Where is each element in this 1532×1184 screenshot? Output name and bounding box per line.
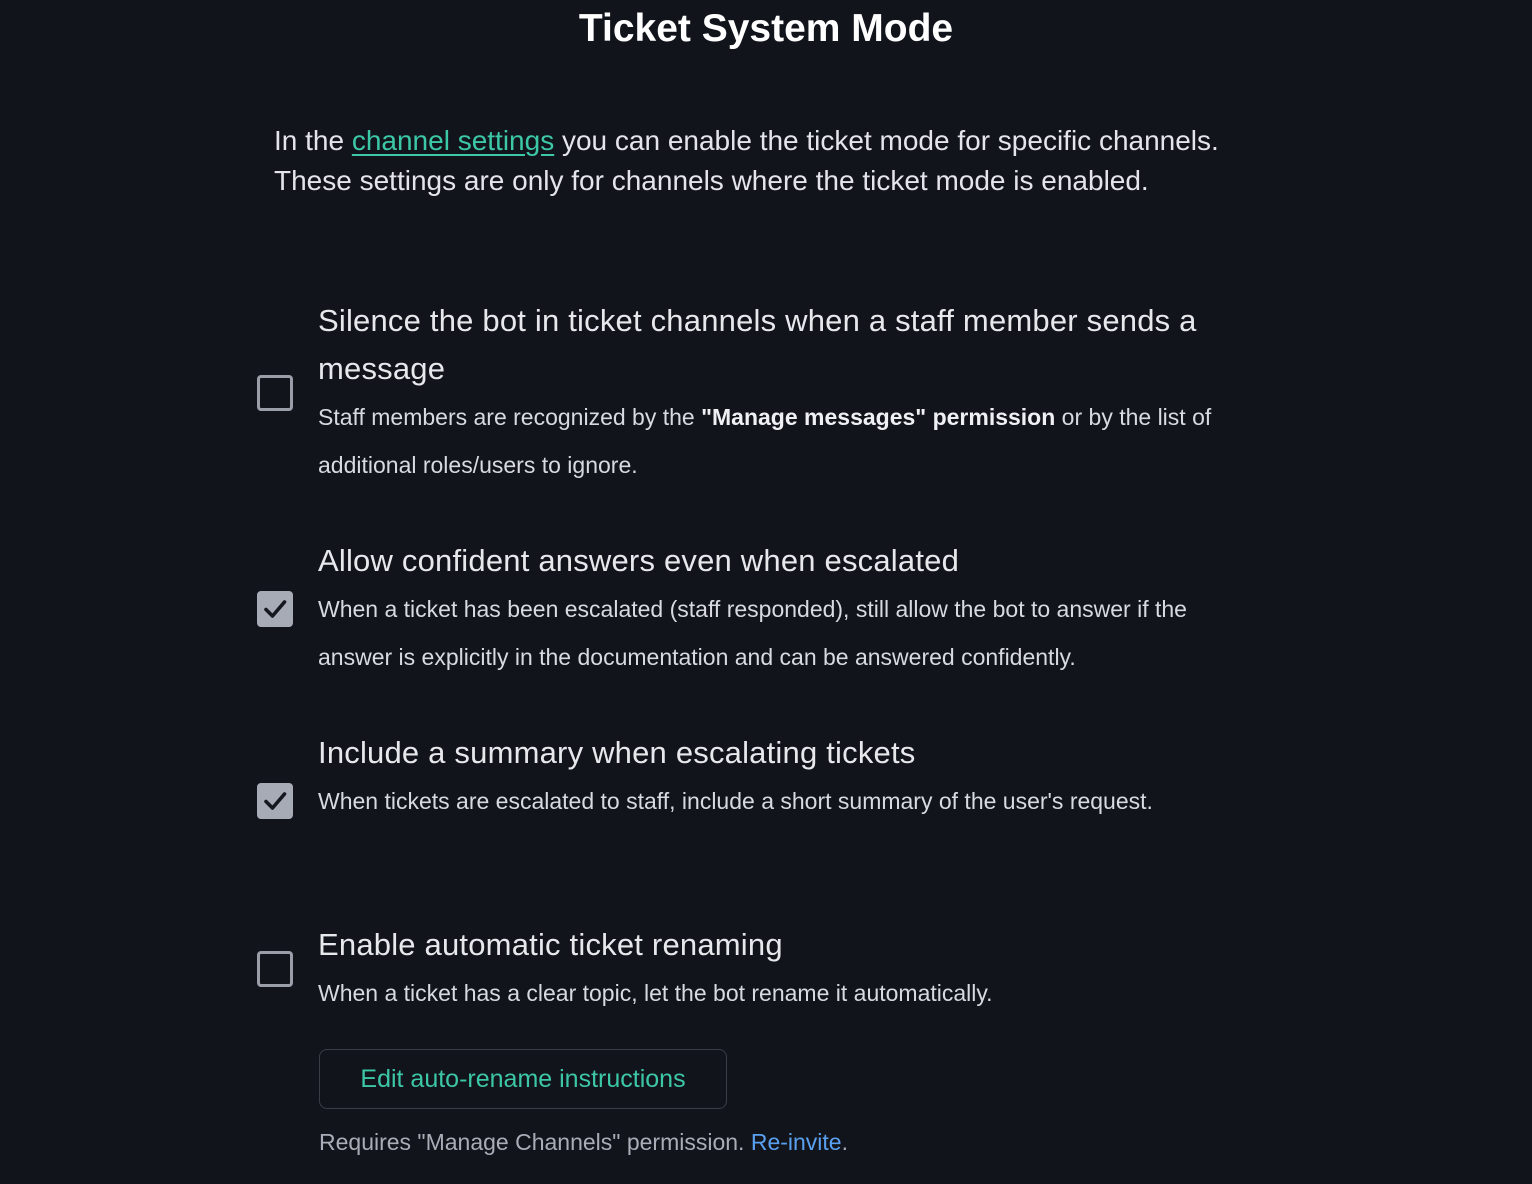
re-invite-link[interactable]: Re-invite [750, 1129, 842, 1155]
option-title: Include a summary when escalating tickets [318, 735, 916, 770]
option-description: When a ticket has been escalated (staff responded), still allow the bot to answer if the answer is explicitly in the documentation and can be answered confidently. [318, 596, 1187, 670]
option-text [318, 921, 1258, 1017]
option-description [318, 393, 1258, 489]
edit-auto-rename-button[interactable]: Edit auto-rename instructions [319, 1049, 727, 1109]
option-description: When a ticket has a clear topic, let the bot rename it automatically. [318, 980, 993, 1006]
desc-text-before: Staff members are recognized by the [318, 404, 702, 430]
intro-text-after: you can enable the ticket mode for specific channels. These settings are only for channels where the ticket mode is enabled. [274, 125, 1219, 196]
intro-paragraph [274, 121, 1254, 201]
silence-bot-checkbox[interactable] [257, 375, 293, 411]
checkmark-icon [262, 596, 288, 622]
page-title: Ticket System Mode [578, 7, 954, 50]
include-summary-checkbox[interactable] [257, 783, 293, 819]
auto-rename-checkbox[interactable] [257, 951, 293, 987]
intro-text-before: In the [274, 125, 352, 156]
permission-note-text: Requires "Manage Channels" permission. [319, 1129, 751, 1155]
option-text [318, 537, 1258, 681]
option-title: Enable automatic ticket renaming [318, 927, 783, 962]
option-title: Allow confident answers even when escalated [318, 543, 960, 578]
option-text [318, 729, 1258, 825]
checkmark-icon [262, 788, 288, 814]
option-title: Silence the bot in ticket channels when a staff member sends a message [318, 303, 1197, 386]
desc-text-after: or by the list of additional roles/users to ignore. [318, 404, 1212, 478]
option-description: When tickets are escalated to staff, include a short summary of the user's request. [318, 788, 1153, 814]
desc-bold-permission: "Manage messages" permission [701, 404, 1056, 430]
channel-settings-link[interactable]: channel settings [351, 125, 555, 156]
option-text [318, 297, 1258, 489]
permission-note-suffix: . [841, 1129, 848, 1155]
confident-answers-checkbox[interactable] [257, 591, 293, 627]
permission-note [319, 1124, 848, 1160]
